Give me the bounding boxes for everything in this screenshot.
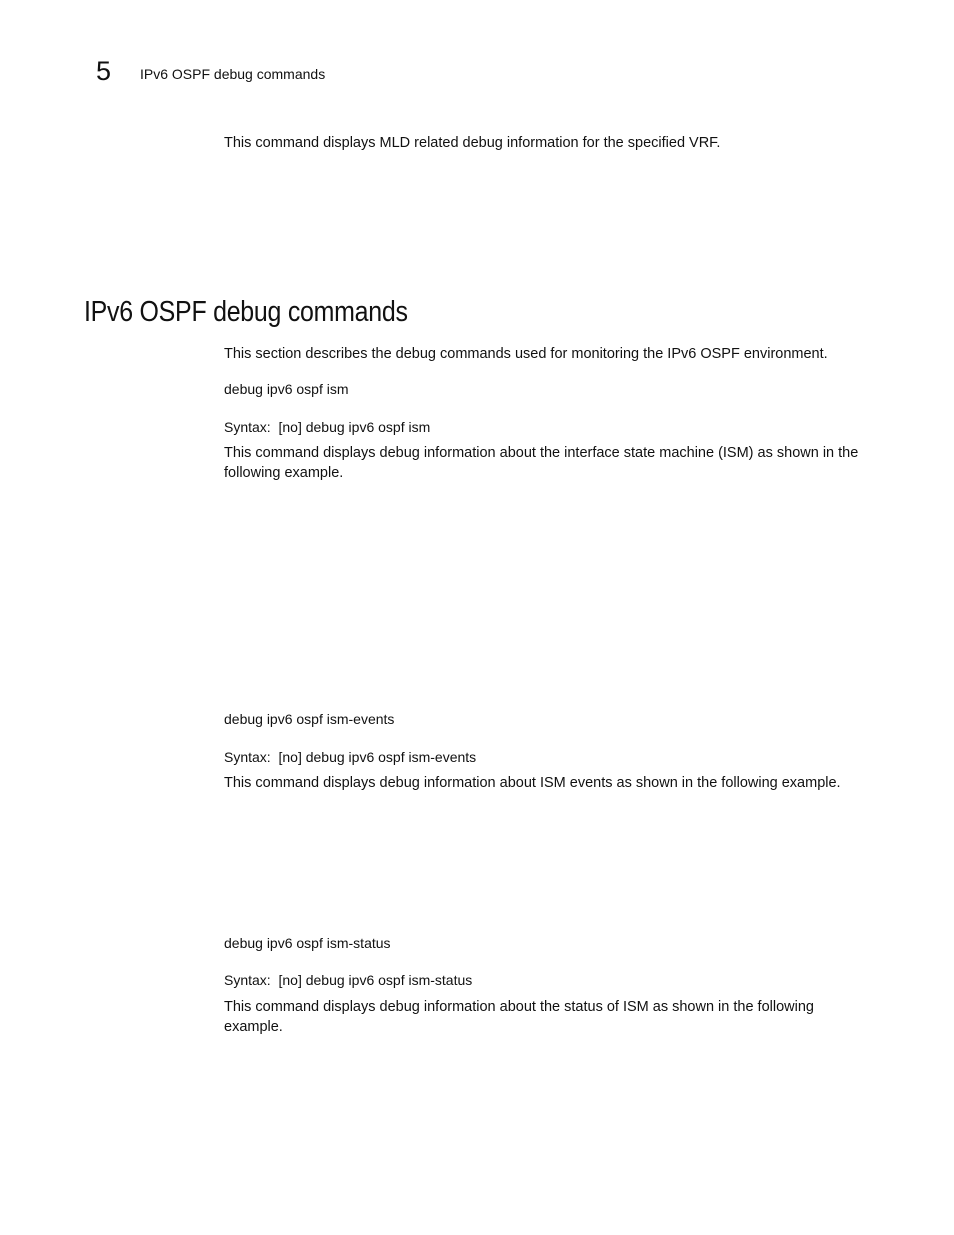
syntax-line-ism-events bbox=[224, 748, 476, 766]
syntax-no-keyword: no bbox=[282, 419, 298, 435]
syntax-command: debug ipv6 ospf ism-events bbox=[305, 749, 477, 765]
syntax-bracket-close: ] bbox=[297, 419, 302, 435]
syntax-label: Syntax: bbox=[224, 419, 271, 435]
syntax-line-ism bbox=[224, 418, 430, 436]
syntax-line-ism-status bbox=[224, 971, 472, 989]
running-header-title: IPv6 OSPF debug commands bbox=[140, 66, 326, 82]
syntax-label: Syntax: bbox=[224, 972, 271, 988]
command-description-ism-status: This command displays debug information about the status of ISM as shown in the following example. bbox=[224, 999, 814, 1035]
syntax-no-keyword: no bbox=[282, 972, 298, 988]
syntax-bracket-close: ] bbox=[297, 749, 302, 765]
syntax-bracket-open: [ bbox=[278, 972, 283, 988]
chapter-number: 5 bbox=[96, 56, 112, 86]
intro-paragraph: This command displays MLD related debug information for the specified VRF. bbox=[224, 135, 721, 151]
command-description-ism: This command displays debug information about the interface state machine (ISM) as shown in the following example. bbox=[224, 445, 859, 481]
syntax-bracket-close: ] bbox=[297, 972, 302, 988]
command-description-ism-events: This command displays debug information about ISM events as shown in the following example. bbox=[224, 775, 841, 791]
syntax-label: Syntax: bbox=[224, 749, 271, 765]
syntax-bracket-open: [ bbox=[278, 419, 283, 435]
command-heading-ism-status: debug ipv6 ospf ism-status bbox=[224, 935, 391, 951]
syntax-bracket-open: [ bbox=[278, 749, 283, 765]
section-description: This section describes the debug commands used for monitoring the IPv6 OSPF environment. bbox=[224, 346, 828, 362]
syntax-no-keyword: no bbox=[282, 749, 298, 765]
syntax-command: debug ipv6 ospf ism bbox=[305, 419, 431, 435]
syntax-command: debug ipv6 ospf ism-status bbox=[305, 972, 473, 988]
section-title: IPv6 OSPF debug commands bbox=[84, 296, 408, 328]
command-heading-ism-events: debug ipv6 ospf ism-events bbox=[224, 711, 395, 727]
command-heading-ism: debug ipv6 ospf ism bbox=[224, 381, 349, 397]
